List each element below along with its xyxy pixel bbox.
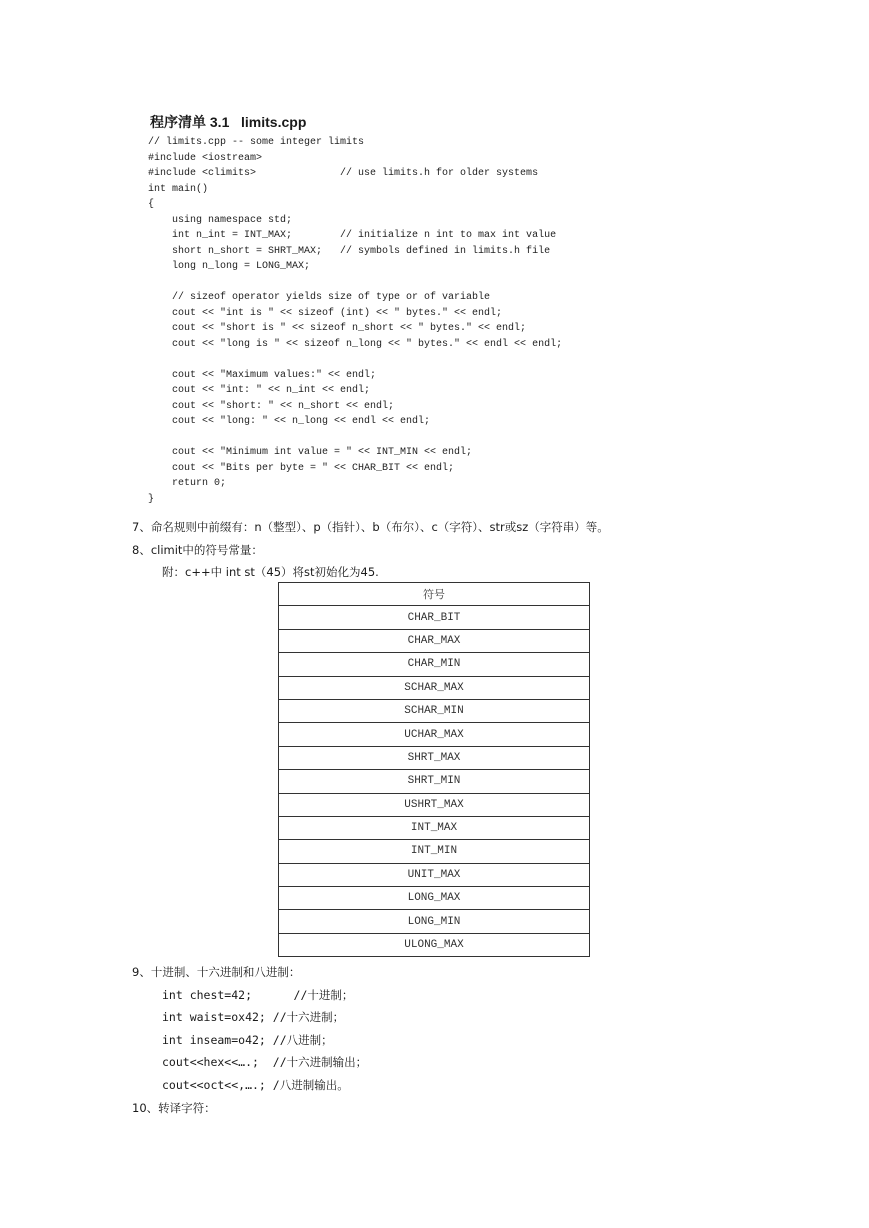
code-blank-line — [148, 430, 562, 446]
code-line: cout << "long: " << n_long << endl << endl; — [148, 416, 431, 427]
table-row — [279, 676, 590, 699]
note-int-initialization: 附：c++中 int st（45）将st初始化为45. — [162, 565, 379, 579]
table-row — [279, 840, 590, 863]
table-row — [279, 816, 590, 839]
item-8-climits-heading: 8、climit中的符号常量： — [132, 543, 263, 557]
code-line: int n_int = INT_MAX; // initialize n int to max int value — [148, 230, 557, 241]
code-line: #include <iostream> — [148, 152, 263, 164]
table-cell: LONG_MAX — [279, 887, 590, 910]
code-line: int main() — [148, 183, 209, 195]
table-row — [279, 887, 590, 910]
table-cell: CHAR_BIT — [279, 606, 590, 629]
table-cell: SHRT_MIN — [279, 770, 590, 793]
code-line: cout << "Maximum values:" << endl; — [148, 369, 377, 381]
table-row — [279, 863, 590, 886]
table-cell: ULONG_MAX — [279, 933, 590, 956]
code-blank-line — [148, 275, 562, 291]
number-base-line: int inseam=o42; //八进制； — [162, 1033, 333, 1047]
table-cell: CHAR_MAX — [279, 629, 590, 652]
number-base-line: cout<<oct<<,….; /八进制输出。 — [162, 1078, 349, 1092]
table-row — [279, 746, 590, 769]
code-line: short n_short = SHRT_MAX; // symbols defined in limits.h file — [148, 245, 551, 257]
table-cell: SCHAR_MAX — [279, 676, 590, 699]
table-cell: UCHAR_MAX — [279, 723, 590, 746]
code-listing — [148, 135, 562, 507]
table-cell: SCHAR_MIN — [279, 699, 590, 722]
code-line: using namespace std; — [148, 214, 293, 226]
table-row — [279, 770, 590, 793]
code-line: long n_long = LONG_MAX; — [148, 261, 311, 272]
number-base-line: int chest=42; //十进制； — [162, 988, 354, 1002]
table-cell: UNIT_MAX — [279, 863, 590, 886]
code-line: cout << "short is " << sizeof n_short << " bytes." << endl; — [148, 323, 527, 334]
code-line: cout << "int: " << n_int << endl; — [148, 385, 371, 396]
table-header-cell: 符号 — [279, 583, 590, 606]
table-cell: INT_MIN — [279, 840, 590, 863]
code-line: // sizeof operator yields size of type or of variable — [148, 292, 491, 303]
code-line: } — [148, 493, 155, 505]
code-blank-line — [148, 352, 562, 368]
item-7-naming-prefixes: 7、命名规则中前缀有：n（整型）、p（指针）、b（布尔）、c（字符）、str或sz（字符串）等。 — [132, 520, 609, 534]
table-cell: LONG_MIN — [279, 910, 590, 933]
table-cell: USHRT_MAX — [279, 793, 590, 816]
code-line: cout << "short: " << n_short << endl; — [148, 400, 395, 412]
table-row — [279, 793, 590, 816]
table-cell: SHRT_MAX — [279, 746, 590, 769]
table-cell: INT_MAX — [279, 816, 590, 839]
code-line: { — [148, 199, 155, 210]
number-base-line: cout<<hex<<….; //十六进制输出； — [162, 1055, 368, 1069]
table-row — [279, 629, 590, 652]
table-row — [279, 933, 590, 956]
table-row — [279, 606, 590, 629]
number-base-line: int waist=ox42; //十六进制； — [162, 1010, 345, 1024]
code-line: cout << "Minimum int value = " << INT_MIN << endl; — [148, 447, 473, 458]
item-9-number-bases-heading: 9、十进制、十六进制和八进制： — [132, 965, 301, 979]
code-line: #include <climits> // use limits.h for older systems — [148, 168, 539, 179]
listing-title: 程序清单 3.1 limits.cpp — [150, 114, 307, 130]
table-cell: CHAR_MIN — [279, 653, 590, 676]
symbol-constants-table — [278, 582, 590, 957]
code-line: cout << "int is " << sizeof (int) << " bytes." << endl; — [148, 307, 503, 319]
item-10-escape-chars-heading: 10、转译字符： — [132, 1101, 216, 1115]
table-header-row — [279, 583, 590, 606]
code-line: cout << "Bits per byte = " << CHAR_BIT << endl; — [148, 462, 455, 474]
table-row — [279, 910, 590, 933]
table-row — [279, 723, 590, 746]
table-row — [279, 699, 590, 722]
code-line: return 0; — [148, 478, 227, 489]
code-line: // limits.cpp -- some integer limits — [148, 137, 365, 148]
code-line: cout << "long is " << sizeof n_long << " bytes." << endl << endl; — [148, 338, 563, 350]
table-row — [279, 653, 590, 676]
